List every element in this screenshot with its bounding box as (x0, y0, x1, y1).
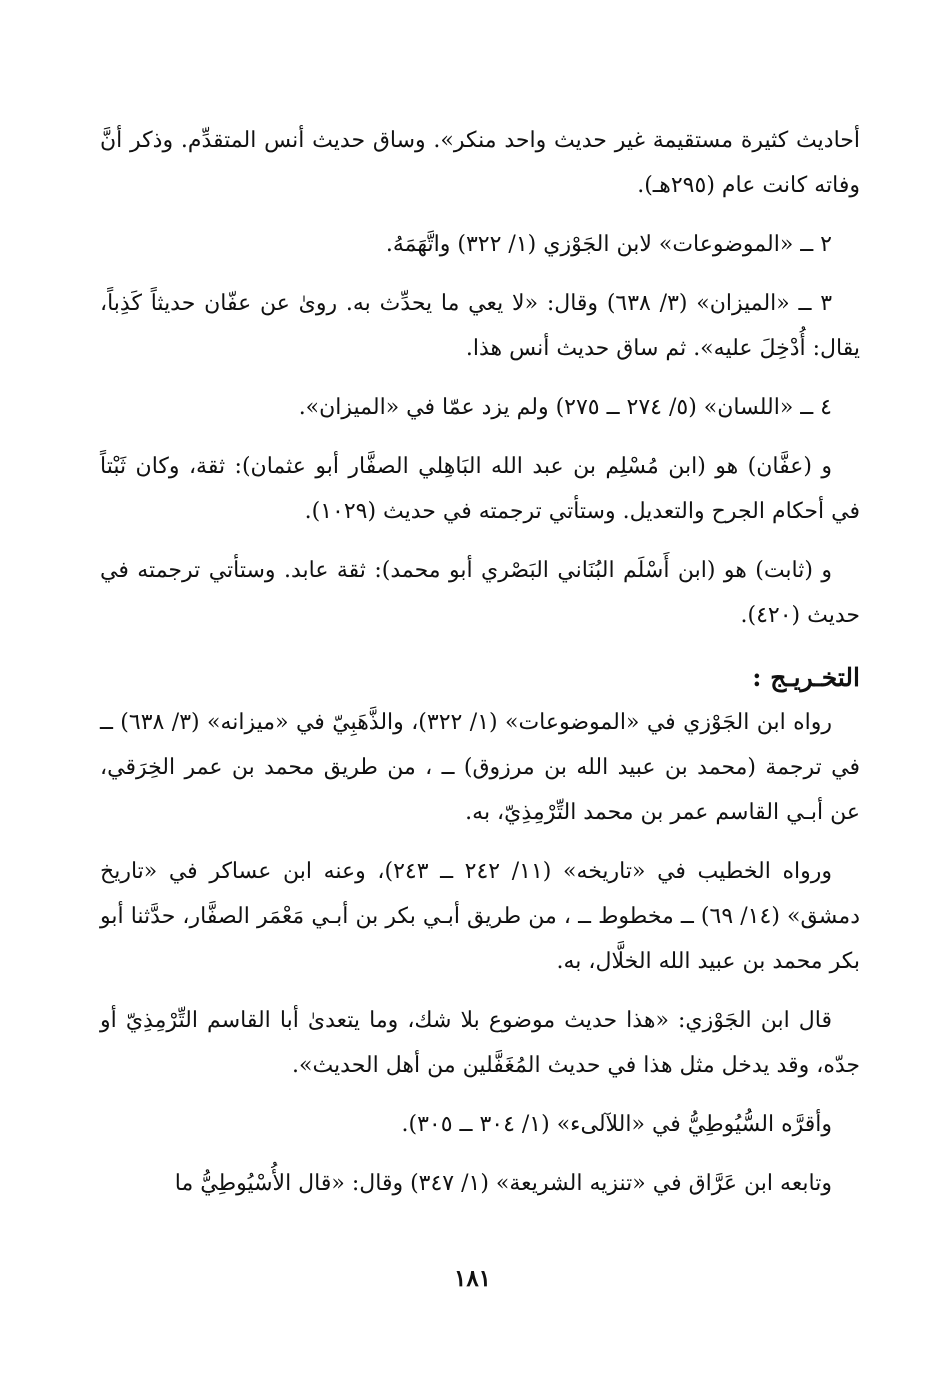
source-item-2: ٢ ــ «الموضوعات» لابن الجَوْزي (١/ ٣٢٢) واتَّهَمَهُ. (385, 232, 832, 257)
section-heading-takhrij: التخـريـج : (752, 663, 860, 692)
narrator-thabit: و (ثابت) هو (ابن أَسْلَم البُنَاني البَصْري أبو محمد): ثقة عابد. وستأتي ترجمته في حديث (٤٢٠). (100, 558, 860, 628)
main-text (100, 118, 860, 1220)
narrator-affan: و (عفَّان) هو (ابن مُسْلِم بن عبد الله البَاهِلي الصفَّار أبو عثمان): ثقة، وكان ثَبْتاً في أحكام الجرح والتعديل. وستأتي ترجمته في حديث (١٠٢٩). (100, 454, 860, 524)
page-number: ١٨١ (453, 1265, 492, 1292)
takhrij-paragraph: رواه ابن الجَوْزي في «الموضوعات» (١/ ٣٢٢)، والذَّهَبِيّ في «ميزانه» (٣/ ٦٣٨) ــ في ترجمة (محمد بن عبيد الله بن مرزوق) ــ ، من طريق محمد بن عمر الخِرَقي، عن أبـي القاسم عمر بن محمد التِّرْمِذِيّ، به. (100, 710, 860, 825)
paragraph-continuation: أحاديث كثيرة مستقيمة غير حديث واحد منكر». وساق حديث أنس المتقدِّم. وذكر أنَّ وفاته كانت عام (٢٩٥هـ). (100, 128, 860, 198)
takhrij-paragraph: وأقرَّه السُّيُوطِيُّ في «اللآلىء» (١/ ٣٠٤ ــ ٣٠٥). (401, 1112, 832, 1137)
source-item-4: ٤ ــ «اللسان» (٥/ ٢٧٤ ــ ٢٧٥) ولم يزد عمّا في «الميزان». (298, 395, 832, 420)
takhrij-paragraph: وتابعه ابن عَرَّاق في «تنزيه الشريعة» (١/ ٣٤٧) وقال: «قال الأُسْيُوطِيُّ ما (174, 1171, 832, 1196)
takhrij-paragraph: قال ابن الجَوْزي: «هذا حديث موضوع بلا شك، وما يتعدىٰ أبا القاسم التِّرْمِذِيّ أو جدّه، وقد يدخل مثل هذا في حديث المُغَفَّلين من أهل الحديث». (100, 1008, 860, 1078)
source-item-3: ٣ ــ «الميزان» (٣/ ٦٣٨) وقال: «لا يعي ما يحدِّث به. روىٰ عن عفّان حديثاً كَذِباً، يقال: أُدْخِلَ عليه». ثم ساق حديث أنس هذا. (100, 291, 860, 361)
takhrij-paragraph: ورواه الخطيب في «تاريخه» (١١/ ٢٤٢ ــ ٢٤٣)، وعنه ابن عساكر في «تاريخ دمشق» (١٤/ ٦٩) ــ مخطوط ــ ، من طريق أبـي بكر بن أبـي مَعْمَر الصفَّار، حدَّثنا أبو بكر محمد بن عبيد الله الخلَّال، به. (100, 859, 861, 974)
